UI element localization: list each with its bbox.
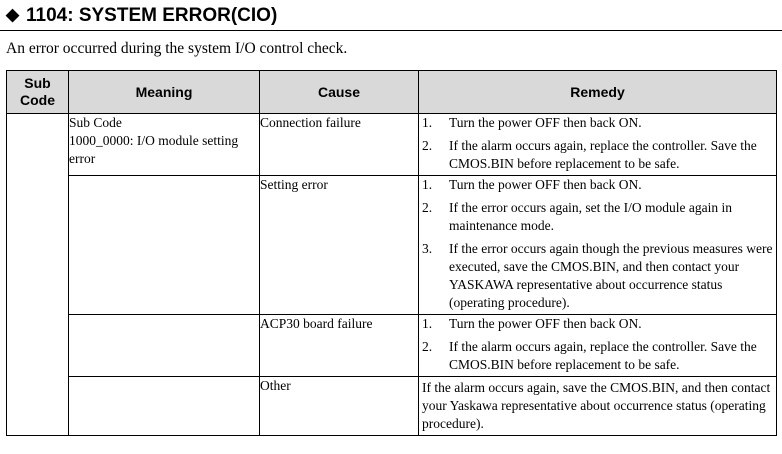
- remedy-step: 1. Turn the power OFF then back ON.: [422, 316, 642, 331]
- heading-title: 1104: SYSTEM ERROR(CIO): [26, 5, 278, 26]
- sub-code-cell: [7, 114, 69, 436]
- meaning-text: 1000_0000: I/O module setting error: [69, 133, 239, 166]
- header-meaning: Meaning: [69, 71, 260, 114]
- remedy-cell: [419, 114, 777, 176]
- remedy-steps: [419, 315, 776, 374]
- table-row: [7, 315, 777, 377]
- header-cause: Cause: [260, 71, 419, 114]
- meaning-cell-empty: [69, 377, 260, 436]
- remedy-steps: [419, 114, 776, 173]
- table-row: [7, 114, 777, 176]
- remedy-text: If the alarm occurs again, save the CMOS.BIN, and then contact your Yaskawa representative about occurrence status (operating procedure).: [422, 380, 771, 431]
- remedy-step: 3. If the error occurs again though the previous measures were executed, save the CMOS.BIN, and then contact your YASKAWA representative about occurrence status (operating procedure).: [422, 241, 773, 310]
- cause-cell: Connection failure: [260, 114, 419, 176]
- header-remedy: Remedy: [419, 71, 777, 114]
- remedy-cell: [419, 176, 777, 315]
- table-row: [7, 377, 777, 436]
- remedy-cell: [419, 377, 777, 436]
- diamond-bullet-icon: ◆: [6, 5, 20, 24]
- remedy-step: 1. Turn the power OFF then back ON.: [422, 177, 642, 192]
- intro-text: An error occurred during the system I/O control check.: [6, 40, 348, 57]
- table-row: [7, 176, 777, 315]
- cause-cell: Setting error: [260, 176, 419, 315]
- cause-cell: Other: [260, 377, 419, 436]
- header-sub-code: Sub Code: [7, 71, 69, 114]
- heading-underline: [0, 30, 782, 31]
- remedy-step: 2. If the alarm occurs again, replace the controller. Save the CMOS.BIN before replacement to be safe.: [422, 138, 757, 171]
- remedy-cell: [419, 315, 777, 377]
- remedy-steps: [419, 176, 776, 312]
- meaning-cell-empty: [69, 315, 260, 377]
- meaning-cell-empty: [69, 176, 260, 315]
- meaning-cell: [69, 114, 260, 176]
- remedy-step: 1. Turn the power OFF then back ON.: [422, 115, 642, 130]
- meaning-title: Sub Code: [69, 115, 122, 130]
- table-header-row: [7, 71, 777, 114]
- error-table: [6, 70, 777, 436]
- section-heading: [6, 5, 782, 27]
- remedy-step: 2. If the alarm occurs again, replace the controller. Save the CMOS.BIN before replacement to be safe.: [422, 339, 757, 372]
- remedy-step: 2. If the error occurs again, set the I/O module again in maintenance mode.: [422, 200, 733, 233]
- cause-cell: ACP30 board failure: [260, 315, 419, 377]
